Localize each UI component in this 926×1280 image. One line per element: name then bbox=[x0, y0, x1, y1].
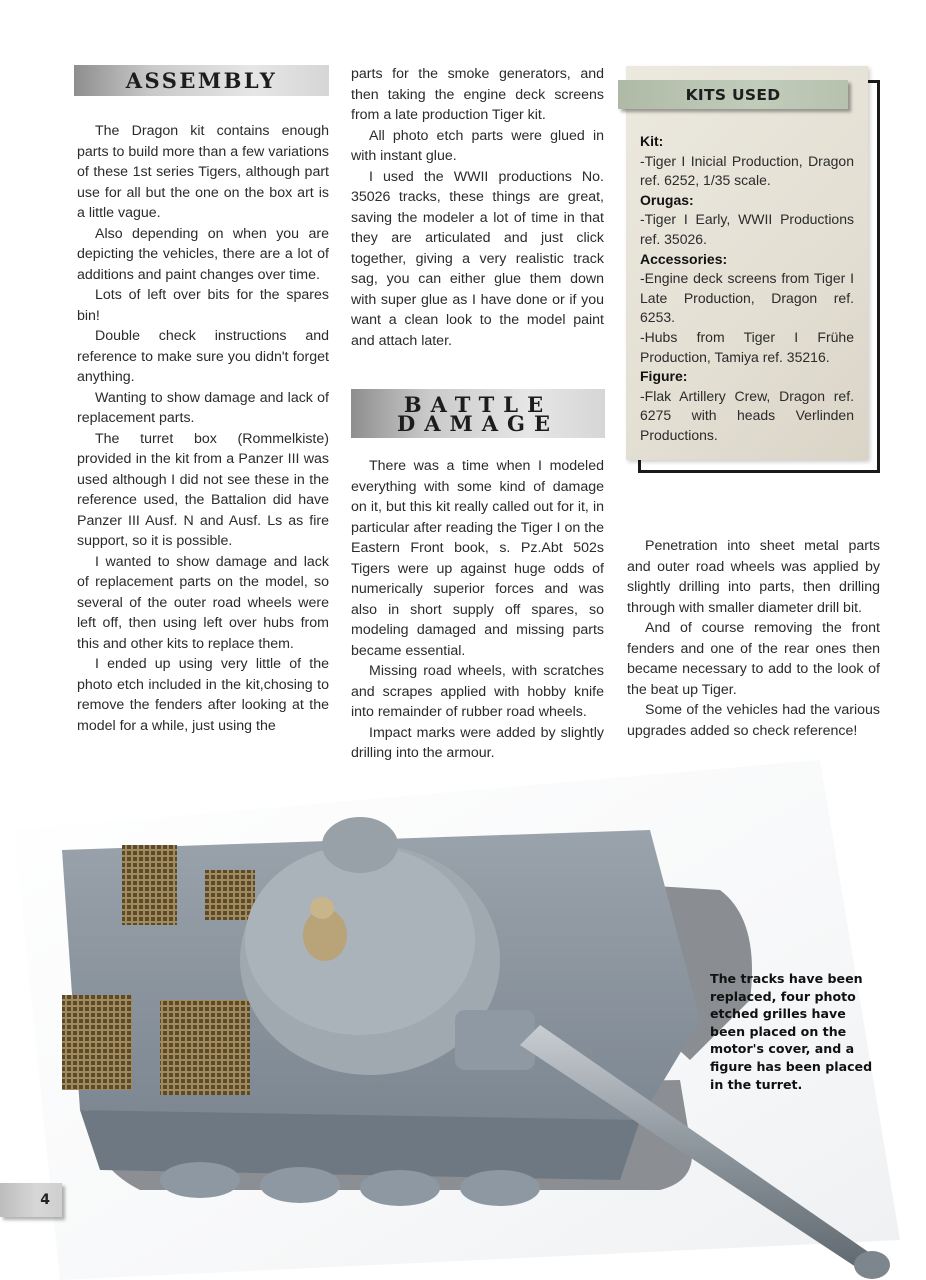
figure-label: Figure: bbox=[640, 368, 688, 385]
paragraph: The turret box (Rommelkiste) provided in the kit from a Panzer III was used although I did not see these in the reference used, the Battalion did have Panzer III Ausf. N and Ausf. Ls as fire support, so it is possible. bbox=[77, 430, 329, 549]
orugas-label: Orugas: bbox=[640, 191, 694, 208]
column-2 bbox=[351, 64, 604, 351]
kits-title: KITS USED bbox=[618, 80, 848, 109]
figure-text: -Flak Artillery Crew, Dragon ref. 6275 with heads Verlinden Productions. bbox=[640, 387, 854, 443]
engine-grille bbox=[62, 995, 132, 1090]
crew-figure-head bbox=[310, 897, 334, 919]
assembly-heading bbox=[74, 65, 329, 96]
paragraph: Also depending on when you are depicting the vehicles, there are a lot of additions and paint changes over time. bbox=[77, 225, 329, 283]
paragraph: parts for the smoke generators, and then taking the engine deck screens from a late production Tiger kit. bbox=[351, 66, 604, 123]
cupola bbox=[322, 817, 398, 873]
battle-title-line2: DAMAGE bbox=[397, 410, 559, 436]
paragraph: The Dragon kit contains enough parts to build more than a few variations of these 1st series Tigers, although part use for all but the one on the box art is a little vague. bbox=[77, 123, 329, 221]
paragraph: Penetration into sheet metal parts and outer road wheels was applied by slightly drilling into parts, then drilling through with smaller diameter drill bit. bbox=[627, 538, 880, 616]
hull-side bbox=[80, 1110, 640, 1180]
road-wheel bbox=[460, 1170, 540, 1206]
road-wheel bbox=[260, 1167, 340, 1203]
paragraph: Double check instructions and reference to make sure you didn't forget anything. bbox=[77, 328, 329, 385]
accessories-text: -Engine deck screens from Tiger I Late Production, Dragon ref. 6253. bbox=[640, 270, 854, 326]
battle-title-line1: BATTLE bbox=[403, 391, 553, 417]
kit-label: Kit: bbox=[640, 133, 664, 149]
battle-damage-heading bbox=[351, 389, 605, 438]
orugas-text: -Tiger I Early, WWII Productions ref. 35026. bbox=[640, 211, 854, 247]
road-wheel bbox=[160, 1162, 240, 1198]
paragraph: Lots of left over bits for the spares bin! bbox=[77, 287, 329, 324]
paragraph: Missing road wheels, with scratches and scrapes applied with hobby knife into remainder of rubber road wheels. bbox=[351, 663, 604, 720]
column-2-battle bbox=[351, 456, 604, 764]
accessories-text: -Hubs from Tiger I Frühe Production, Tamiya ref. 35216. bbox=[640, 328, 854, 365]
muzzle-brake bbox=[854, 1251, 890, 1279]
paragraph: There was a time when I modeled everything with some kind of damage on it, but this kit really called out for it, in particular after reading the Tiger I on the Eastern Front book, s. Pz.Abt 502s Tigers were up against huge odds of numerically superior forces and was also in short supply off spares, so modeling damaged and missing parts became essential. bbox=[351, 458, 604, 659]
photo-caption: The tracks have been replaced, four photo etched grilles have been placed on the motor's cover, and a figure has been placed in the turret. bbox=[710, 971, 873, 1092]
column-1 bbox=[77, 121, 329, 736]
paragraph: Impact marks were added by slightly drilling into the armour. bbox=[351, 724, 604, 761]
paragraph: I used the WWII productions No. 35026 tracks, these things are great, saving the modeler a lot of time in that they are articulated and just click together, giving a very realistic track sag, you can either glue them down with super glue as I have done or if you want a clean look to the model paint and attach later. bbox=[351, 168, 604, 349]
paragraph: All photo etch parts were glued in with instant glue. bbox=[351, 127, 604, 164]
gun-mantlet bbox=[455, 1010, 535, 1070]
paragraph: Some of the vehicles had the various upgrades added so check reference! bbox=[627, 702, 880, 739]
road-wheel bbox=[360, 1170, 440, 1206]
paragraph: I ended up using very little of the photo etch included in the kit,chosing to remove the fenders after looking at the model for a while, just using the bbox=[77, 656, 329, 734]
assembly-title: ASSEMBLY bbox=[125, 68, 278, 93]
accessories-label: Accessories: bbox=[640, 250, 728, 267]
page-number: 4 bbox=[0, 1183, 62, 1217]
kits-list bbox=[640, 132, 854, 446]
paragraph: Wanting to show damage and lack of replacement parts. bbox=[77, 389, 329, 426]
engine-grille bbox=[160, 1000, 250, 1095]
kit-text: -Tiger I Inicial Production, Dragon ref. 6252, 1/35 scale. bbox=[640, 152, 854, 189]
paragraph: I wanted to show damage and lack of replacement parts on the model, so several of the outer road wheels were left off, then using left over hubs from this and other kits to replace them. bbox=[77, 553, 329, 652]
paragraph: And of course removing the front fenders and one of the rear ones then became necessary to add to the look of the beat up Tiger. bbox=[627, 620, 880, 698]
engine-grille bbox=[122, 845, 177, 925]
turret-top bbox=[245, 845, 475, 1035]
engine-grille bbox=[205, 870, 255, 920]
column-3 bbox=[627, 536, 880, 741]
